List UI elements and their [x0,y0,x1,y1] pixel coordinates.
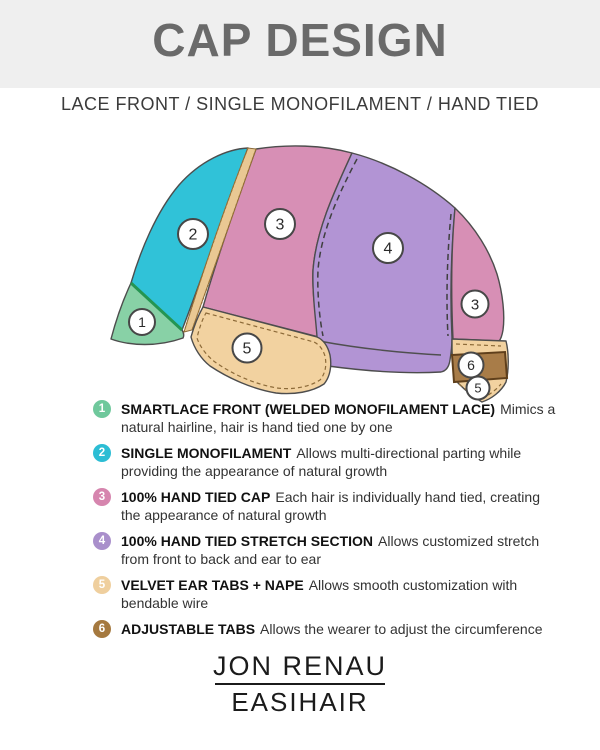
legend-desc: Allows smooth customization with bendable wire [121,577,518,611]
brand-divider [215,683,385,685]
legend-label: SINGLE MONOFILAMENT [121,445,292,461]
legend-badge-4: 4 [93,532,111,550]
legend-badge-2: 2 [93,444,111,462]
legend-item-adjustable-tabs [93,620,563,638]
legend-desc: Allows the wearer to adjust the circumference [260,621,543,637]
diagram-badge-2 [178,219,208,249]
badge-number: 2 [188,226,198,244]
legend-item-single-monofilament [93,444,563,480]
page-title: CAP DESIGN [152,14,448,66]
diagram-badge-6 [459,353,484,378]
badge-number: 1 [138,313,146,330]
legend [93,400,563,646]
brand-easihair: EASIHAIR [231,686,369,717]
legend-entry-text [121,576,563,612]
legend-item-stretch-section [93,532,563,568]
cap-diagram [80,140,530,410]
legend-entry-text [121,444,563,480]
diagram-badge-1 [129,309,155,335]
legend-desc: Allows multi-directional parting while providing the appearance of natural growth [121,445,522,479]
diagram-badge-5-nape [467,377,490,400]
legend-entry-text [121,400,563,436]
legend-badge-5: 5 [93,576,111,594]
diagram-badge-5-ear [233,334,262,363]
legend-desc: Allows customized stretch from front to back and ear to ear [121,533,540,567]
cap-subtitle: LACE FRONT / SINGLE MONOFILAMENT / HAND TIED [60,94,540,114]
legend-label: VELVET EAR TABS + NAPE [121,577,304,593]
badge-number: 4 [383,240,393,258]
section-3-hand-tied-back [452,208,504,341]
legend-label: 100% HAND TIED STRETCH SECTION [121,533,374,549]
legend-item-smartlace-front [93,400,563,436]
badge-number: 5 [474,380,482,396]
diagram-badge-3-back [462,291,489,318]
badge-number: 6 [467,356,475,373]
diagram-badge-4 [373,233,403,263]
diagram-badge-3-front [265,209,295,239]
legend-label: SMARTLACE FRONT (WELDED MONOFILAMENT LACE) [121,401,496,417]
badge-number: 3 [470,296,480,314]
legend-badge-1: 1 [93,400,111,418]
legend-entry-text [121,488,563,524]
legend-badge-6: 6 [93,620,111,638]
badge-number: 5 [242,340,252,358]
legend-badge-3: 3 [93,488,111,506]
legend-item-velvet-ear-tabs [93,576,563,612]
legend-desc: Mimics a natural hairline, hair is hand tied one by one [121,401,556,435]
legend-label: 100% HAND TIED CAP [121,489,271,505]
legend-entry-text [121,620,563,638]
legend-label: ADJUSTABLE TABS [121,621,256,637]
brand-jon-renau: JON RENAU [212,651,387,681]
legend-entry-text [121,532,563,568]
legend-desc: Each hair is individually hand tied, creating the appearance of natural growth [121,489,540,523]
legend-item-hand-tied-cap [93,488,563,524]
badge-number: 3 [275,216,285,234]
brand-logo [0,652,600,715]
